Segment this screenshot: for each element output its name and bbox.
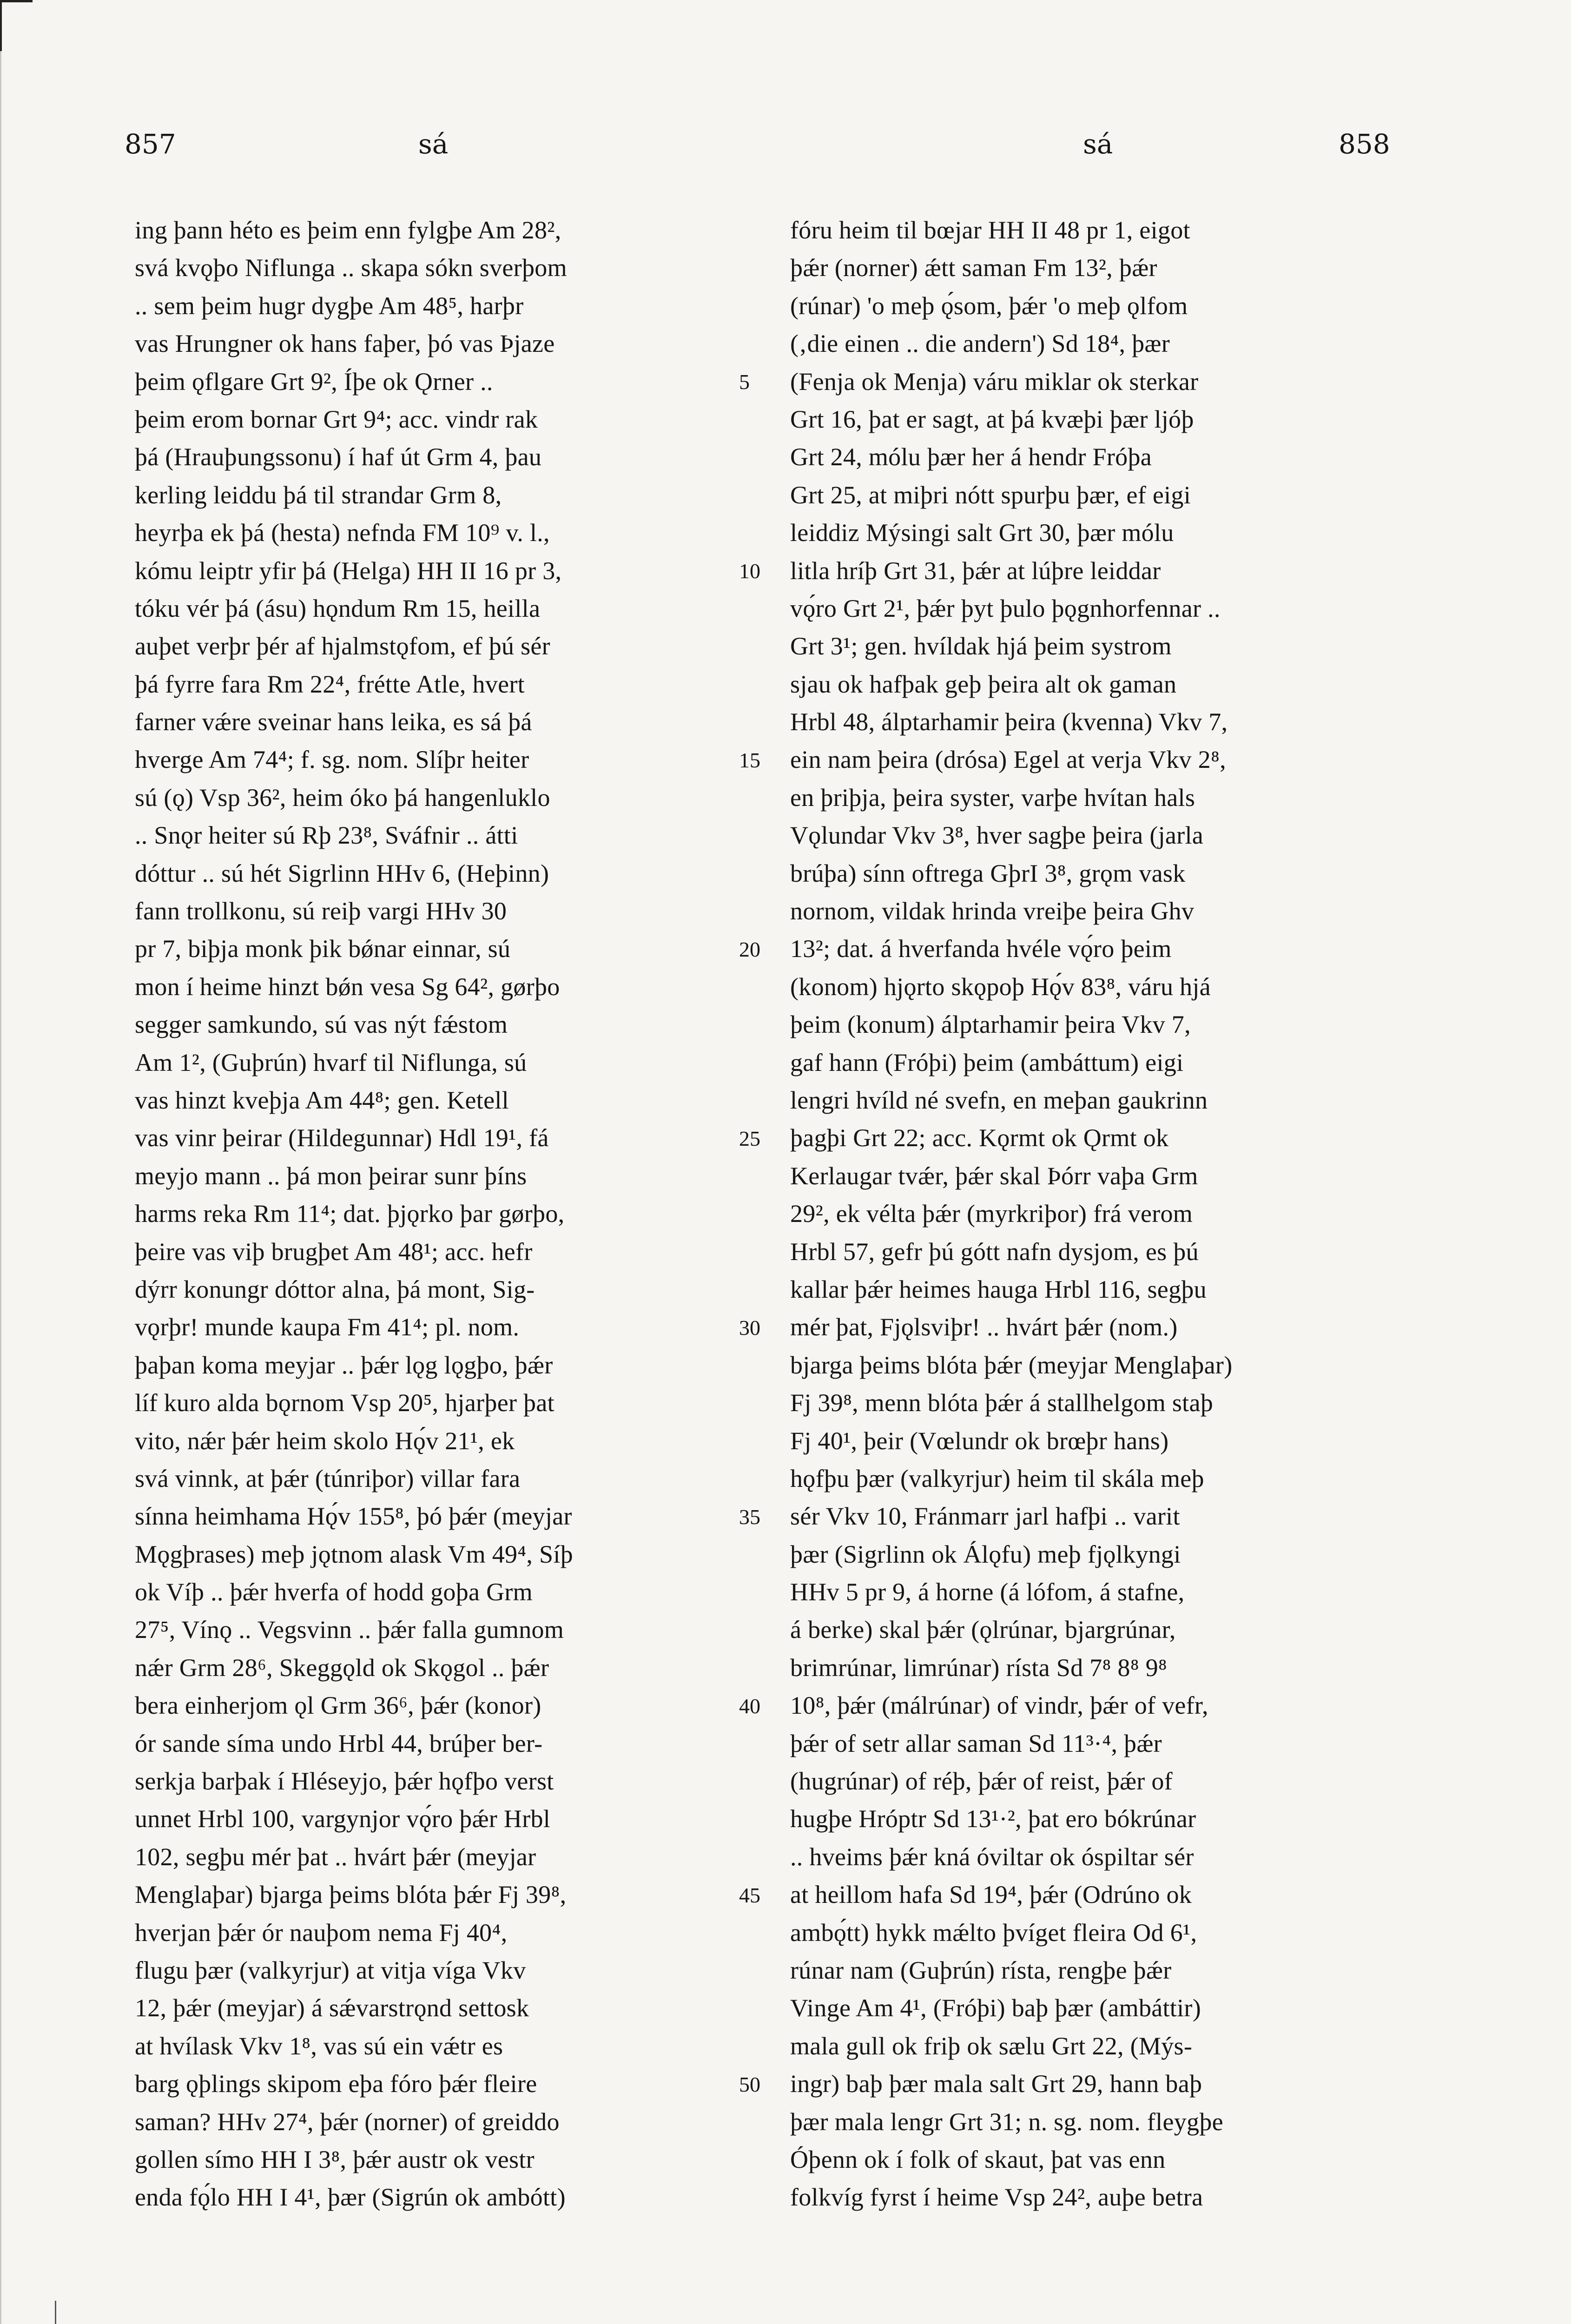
text-line: 29², ek vélta þǽr (myrkriþor) frá verom <box>790 1200 1193 1228</box>
text-line: hǫfþu þær (valkyrjur) heim til skála meþ <box>790 1464 1204 1492</box>
text-line: litla hríþ Grt 31, þǽr at lúþre leiddar <box>790 556 1161 585</box>
text-line: lengri hvíld né svefn, en meþan gaukrinn <box>790 1086 1208 1114</box>
text-line: Grt 3¹; gen. hvíldak hjá þeim systrom <box>790 632 1172 660</box>
text-line: kerling leiddu þá til strandar Grm 8, <box>135 481 502 509</box>
text-line: (‚die einen .. die andern') Sd 18⁴, þær <box>790 330 1170 358</box>
line-number: 30 <box>739 1315 760 1340</box>
line-number: 10 <box>739 559 760 583</box>
text-line: brúþa) sínn oftrega GþrI 3⁸, grǫm vask <box>790 859 1186 887</box>
text-line: Óþenn ok í folk of skaut, þat vas enn <box>790 2145 1166 2173</box>
line-number: 5 <box>739 370 750 394</box>
text-line: þær mala lengr Grt 31; n. sg. nom. fleygþe <box>790 2107 1223 2136</box>
text-line: barg ǫþlings skipom eþa fóro þǽr fleire <box>135 2070 537 2098</box>
text-line: Fj 39⁸, menn blóta þǽr á stallhelgom staþ <box>790 1389 1214 1417</box>
text-line: ambǫ́tt) hykk mǽlto þvíget fleira Od 6¹, <box>790 1918 1197 1947</box>
text-line: 102, segþu mér þat .. hvárt þǽr (meyjar <box>135 1842 536 1871</box>
text-line: þeire vas viþ brugþet Am 48¹; acc. hefr <box>135 1237 533 1266</box>
line-number: 15 <box>739 748 760 772</box>
crop-mark-vertical <box>0 0 2 51</box>
text-line: farner vǽre sveinar hans leika, es sá þá <box>135 708 532 736</box>
text-line: vas Hrungner ok hans faþer, þó vas Þjaze <box>135 330 555 358</box>
text-line: Mǫgþrases) meþ jǫtnom alask Vm 49⁴, Síþ <box>135 1540 573 1568</box>
text-line: 12, þǽr (meyjar) á sǽvarstrǫnd settosk <box>135 1994 529 2022</box>
text-line: gaf hann (Fróþi) þeim (ambáttum) eigi <box>790 1048 1184 1076</box>
text-line: ok Víþ .. þǽr hverfa of hodd goþa Grm <box>135 1578 533 1606</box>
text-line: vas hinzt kveþja Am 44⁸; gen. Ketell <box>135 1086 509 1114</box>
text-line: Grt 16, þat er sagt, at þá kvæþi þær ljóþ <box>790 405 1194 433</box>
text-line: en þriþja, þeira syster, varþe hvítan hals <box>790 783 1195 812</box>
text-line: bera einherjom ǫl Grm 36⁶, þǽr (konor) <box>135 1691 541 1720</box>
text-line: rúnar nam (Guþrún) rísta, rengþe þǽr <box>790 1956 1172 1984</box>
text-line: þǽr (norner) ǽtt saman Fm 13², þǽr <box>790 254 1157 282</box>
text-line: .. sem þeim hugr dygþe Am 48⁵, harþr <box>135 291 524 320</box>
line-number: 50 <box>739 2072 760 2096</box>
text-line: saman? HHv 27⁴, þǽr (norner) of greiddo <box>135 2107 560 2136</box>
left-running-head: sá <box>418 128 449 160</box>
text-line: serkja barþak í Hléseyjo, þǽr hǫfþo verst <box>135 1767 554 1796</box>
text-line: kómu leiptr yfir þá (Helga) HH II 16 pr 3, <box>135 556 562 585</box>
text-line: vǫrþr! munde kaupa Fm 41⁴; pl. nom. <box>135 1313 520 1341</box>
text-line: (Fenja ok Menja) váru miklar ok sterkar <box>790 367 1199 396</box>
text-line: 27⁵, Vínǫ .. Vegsvinn .. þǽr falla gumnom <box>135 1616 564 1644</box>
running-header <box>0 125 1571 181</box>
text-line: auþet verþr þér af hjalmstǫfom, ef þú sér <box>135 632 550 660</box>
text-line: fann trollkonu, sú reiþ vargi HHv 30 <box>135 897 507 925</box>
left-page-number: 857 <box>125 128 176 160</box>
text-line: mon í heime hinzt bǿn vesa Sg 64², gørþo <box>135 972 560 1001</box>
text-line: hverjan þǽr ór nauþom nema Fj 40⁴, <box>135 1918 508 1947</box>
line-number: 45 <box>739 1883 760 1907</box>
text-line: svá vinnk, at þǽr (túnriþor) villar fara <box>135 1464 521 1492</box>
text-line: svá kvǫþo Niflunga .. skapa sókn sverþom <box>135 254 567 282</box>
text-line: (rúnar) 'o meþ ǫ́som, þǽr 'o meþ ǫlfom <box>790 291 1188 320</box>
text-line: þaþan koma meyjar .. þǽr lǫg lǫgþo, þǽr <box>135 1351 553 1379</box>
text-line: sú (ǫ) Vsp 36², heim óko þá hangenluklo <box>135 783 550 812</box>
text-line: þá (Hrauþungssonu) í haf út Grm 4, þau <box>135 443 542 471</box>
text-line: líf kuro alda bǫrnom Vsp 20⁵, hjarþer þat <box>135 1389 554 1417</box>
text-line: sínna heimhama Hǫ́v 155⁸, þó þǽr (meyjar <box>135 1502 572 1531</box>
text-line: (hugrúnar) of réþ, þǽr of reist, þǽr of <box>790 1767 1173 1796</box>
text-line: tóku vér þá (ásu) hǫndum Rm 15, heilla <box>135 594 541 622</box>
text-line: vito, nǽr þǽr heim skolo Hǫ́v 21¹, ek <box>135 1426 515 1455</box>
text-line: mér þat, Fjǫlsviþr! .. hvárt þǽr (nom.) <box>790 1313 1178 1341</box>
page-edge <box>0 0 1 2324</box>
text-line: þeim ǫflgare Grt 9², Íþe ok Ǫrner .. <box>135 367 493 396</box>
text-line: Am 1², (Guþrún) hvarf til Niflunga, sú <box>135 1048 527 1076</box>
text-line: vǫ́ro Grt 2¹, þǽr þyt þulo þǫgnhorfennar .. <box>790 594 1221 622</box>
line-number: 35 <box>739 1505 760 1529</box>
text-line: (konom) hjǫrto skǫpoþ Hǫ́v 83⁸, váru hjá <box>790 972 1211 1001</box>
text-line: þeim erom bornar Grt 9⁴; acc. vindr rak <box>135 405 538 433</box>
scan-artifact-line <box>55 2301 56 2324</box>
text-line: ein nam þeira (drósa) Egel at verja Vkv 2⁸, <box>790 746 1226 774</box>
text-line: at hvílask Vkv 1⁸, vas sú ein vǽtr es <box>135 2032 503 2060</box>
text-line: unnet Hrbl 100, vargynjor vǫ́ro þǽr Hrbl <box>135 1805 551 1833</box>
text-line: flugu þær (valkyrjur) at vitja víga Vkv <box>135 1956 526 1984</box>
text-line: dýrr konungr dóttor alna, þá mont, Sig- <box>135 1275 535 1303</box>
crop-mark-horizontal <box>0 0 33 2</box>
text-line: segger samkundo, sú vas nýt fǽstom <box>135 1010 508 1039</box>
text-line: ór sande síma undo Hrbl 44, brúþer ber- <box>135 1729 543 1757</box>
right-text-column <box>790 211 1390 2217</box>
text-line: .. Snǫr heiter sú Rþ 23⁸, Sváfnir .. átti <box>135 821 518 850</box>
text-line: brimrúnar, limrúnar) rísta Sd 7⁸ 8⁸ 9⁸ <box>790 1653 1168 1682</box>
text-line: Vinge Am 4¹, (Fróþi) baþ þær (ambáttir) <box>790 1994 1201 2022</box>
line-number: 40 <box>739 1694 760 1718</box>
right-running-head: sá <box>1083 128 1113 160</box>
text-line: Grt 24, mólu þær her á hendr Fróþa <box>790 443 1152 471</box>
text-line: mala gull ok friþ ok sælu Grt 22, (Mýs- <box>790 2032 1193 2060</box>
text-line: 13²; dat. á hverfanda hvéle vǫ́ro þeim <box>790 935 1172 963</box>
text-line: þeim (konum) álptarhamir þeira Vkv 7, <box>790 1010 1191 1039</box>
text-line: dóttur .. sú hét Sigrlinn HHv 6, (Heþinn) <box>135 859 549 887</box>
text-line: ingr) baþ þær mala salt Grt 29, hann baþ <box>790 2070 1202 2098</box>
text-line: ing þann héto es þeim enn fylgþe Am 28², <box>135 216 561 244</box>
text-line: hugþe Hróptr Sd 13¹·², þat ero bókrúnar <box>790 1805 1196 1833</box>
right-page-number: 858 <box>1339 128 1390 160</box>
text-line: þær (Sigrlinn ok Álǫfu) meþ fjǫlkyngi <box>790 1540 1181 1568</box>
text-line: Kerlaugar tvǽr, þǽr skal Þórr vaþa Grm <box>790 1162 1198 1190</box>
text-line: nǽr Grm 28⁶, Skeggǫld ok Skǫgol .. þǽr <box>135 1653 549 1682</box>
text-line: sjau ok hafþak geþ þeira alt ok gaman <box>790 670 1177 698</box>
text-line: þǽr of setr allar saman Sd 11³·⁴, þǽr <box>790 1729 1162 1757</box>
text-line: at heillom hafa Sd 19⁴, þǽr (Odrúno ok <box>790 1881 1192 1909</box>
text-line: leiddiz Mýsingi salt Grt 30, þær mólu <box>790 519 1174 547</box>
text-line: pr 7, biþja monk þik bǿnar einnar, sú <box>135 935 511 963</box>
text-line: .. hveims þǽr kná óviltar ok óspiltar sér <box>790 1842 1194 1871</box>
text-line: harms reka Rm 11⁴; dat. þjǫrko þar gørþo, <box>135 1200 565 1228</box>
text-line: nornom, vildak hrinda vreiþe þeira Ghv <box>790 897 1195 925</box>
text-line: Hrbl 48, álptarhamir þeira (kvenna) Vkv 7, <box>790 708 1228 736</box>
text-line: meyjo mann .. þá mon þeirar sunr þíns <box>135 1162 527 1190</box>
text-line: Menglaþar) bjarga þeims blóta þǽr Fj 39⁸, <box>135 1881 567 1909</box>
text-line: þá fyrre fara Rm 22⁴, frétte Atle, hvert <box>135 670 525 698</box>
text-line: vas vinr þeirar (Hildegunnar) Hdl 19¹, fá <box>135 1124 549 1152</box>
text-line: HHv 5 pr 9, á horne (á lófom, á stafne, <box>790 1578 1185 1606</box>
text-line: folkvíg fyrst í heime Vsp 24², auþe betra <box>790 2183 1203 2212</box>
text-line: enda fǫ́lo HH I 4¹, þær (Sigrún ok ambótt) <box>135 2183 566 2212</box>
text-line: hverge Am 74⁴; f. sg. nom. Slíþr heiter <box>135 746 529 774</box>
text-line: Hrbl 57, gefr þú gótt nafn dysjom, es þú <box>790 1237 1199 1266</box>
text-line: Vǫlundar Vkv 3⁸, hver sagþe þeira (jarla <box>790 821 1204 850</box>
text-line: Fj 40¹, þeir (Vœlundr ok brœþr hans) <box>790 1426 1169 1455</box>
text-line: á berke) skal þǽr (ǫlrúnar, bjargrúnar, <box>790 1616 1176 1644</box>
text-line: sér Vkv 10, Fránmarr jarl hafþi .. varit <box>790 1502 1180 1531</box>
text-line: gollen símo HH I 3⁸, þǽr austr ok vestr <box>135 2145 535 2173</box>
text-line: kallar þǽr heimes hauga Hrbl 116, segþu <box>790 1275 1207 1303</box>
left-text-column <box>135 211 732 2217</box>
text-line: heyrþa ek þá (hesta) nefnda FM 10⁹ v. l., <box>135 519 550 547</box>
text-line: 10⁸, þǽr (málrúnar) of vindr, þǽr of vefr, <box>790 1691 1208 1720</box>
text-line: Grt 25, at miþri nótt spurþu þær, ef eigi <box>790 481 1191 509</box>
text-line: þagþi Grt 22; acc. Kǫrmt ok Ǫrmt ok <box>790 1124 1169 1152</box>
line-number: 25 <box>739 1126 760 1150</box>
text-line: bjarga þeims blóta þǽr (meyjar Menglaþar) <box>790 1351 1233 1379</box>
line-number: 20 <box>739 937 760 961</box>
text-line: fóru heim til bœjar HH II 48 pr 1, eigot <box>790 216 1190 244</box>
